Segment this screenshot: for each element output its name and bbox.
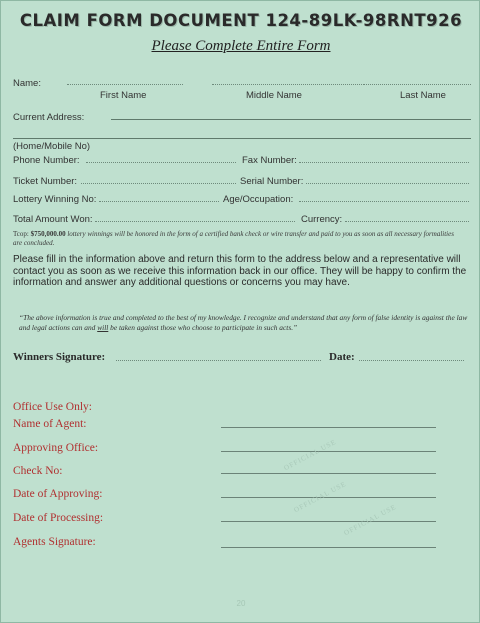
payment-note [13,230,463,248]
winners-signature-field[interactable] [116,360,321,361]
first-name-field[interactable] [67,84,183,85]
age-occupation-field[interactable] [299,201,469,202]
total-amount-won-label: Total Amount Won: [13,214,93,225]
home-mobile-caption: (Home/Mobile No) [13,141,91,152]
currency-field[interactable] [345,221,469,222]
serial-number-field[interactable] [306,183,469,184]
date-of-processing-label: Date of Processing: [13,512,104,524]
ticket-number-field[interactable] [81,183,236,184]
payment-note-prefix: Tcop: [13,230,29,238]
age-occupation-label: Age/Occupation: [223,194,294,205]
page-number: 20 [236,599,246,608]
declaration-will: will [97,323,109,332]
check-no-label: Check No: [13,465,63,477]
middle-name-caption: Middle Name [246,90,302,101]
current-address-field[interactable] [111,119,471,120]
date-of-approving-field[interactable] [221,497,436,498]
currency-label: Currency: [301,214,343,225]
name-of-agent-field[interactable] [221,427,436,428]
last-name-field[interactable] [364,84,471,85]
approving-office-label: Approving Office: [13,442,99,454]
declaration-text [19,313,471,333]
date-of-approving-label: Date of Approving: [13,488,103,500]
name-of-agent-label: Name of Agent: [13,418,87,430]
date-of-processing-field[interactable] [221,521,436,522]
official-use-watermark: OFFICIAL USE [282,437,338,473]
total-amount-won-field[interactable] [95,221,295,222]
current-address-label: Current Address: [13,112,85,123]
last-name-caption: Last Name [400,90,446,101]
agents-signature-label: Agents Signature: [13,536,96,548]
payment-note-amount: $750,000.00 [30,230,66,238]
office-use-heading: Office Use Only: [13,401,92,413]
declaration-part2: be taken against those who choose to participate in such acts.” [108,323,298,332]
official-use-watermark: OFFICIAL USE [342,502,398,538]
declaration-part1: “The above information is true and completed to the best of my knowledge. I recognize and understand that any form of false identity is against the law and legal actions can and [19,313,468,332]
fax-number-label: Fax Number: [242,155,297,166]
name-label: Name: [13,78,41,89]
winners-signature-label: Winners Signature: [13,351,106,363]
agents-signature-field[interactable] [221,547,436,548]
ticket-number-label: Ticket Number: [13,176,78,187]
lottery-winning-no-label: Lottery Winning No: [13,194,97,205]
payment-note-text: lottery winnings will be honored in the form of a certified bank check or wire transfer and paid to you as soon as all necessary formalities are concluded. [13,230,454,247]
date-label: Date: [329,351,355,363]
phone-number-field[interactable] [86,162,236,163]
phone-number-label: Phone Number: [13,155,80,166]
lottery-winning-no-field[interactable] [99,201,219,202]
instructions-paragraph: Please fill in the information above and return this form to the address below and a representative will contact you as soon as we receive this information back in our office. They will be happy to confirm the information and answer any additional questions or concerns you may have. [13,254,467,289]
date-field[interactable] [359,360,464,361]
current-address-field-line2[interactable] [13,138,471,139]
middle-name-field[interactable] [212,84,364,85]
form-title: CLAIM FORM DOCUMENT 124-89LK-98RNT926 [19,11,463,30]
serial-number-label: Serial Number: [240,176,304,187]
form-subtitle: Please Complete Entire Form [151,38,331,54]
official-use-watermark: OFFICIAL USE [292,479,348,515]
first-name-caption: First Name [100,90,147,101]
fax-number-field[interactable] [299,162,469,163]
approving-office-field[interactable] [221,451,436,452]
check-no-field[interactable] [221,473,436,474]
